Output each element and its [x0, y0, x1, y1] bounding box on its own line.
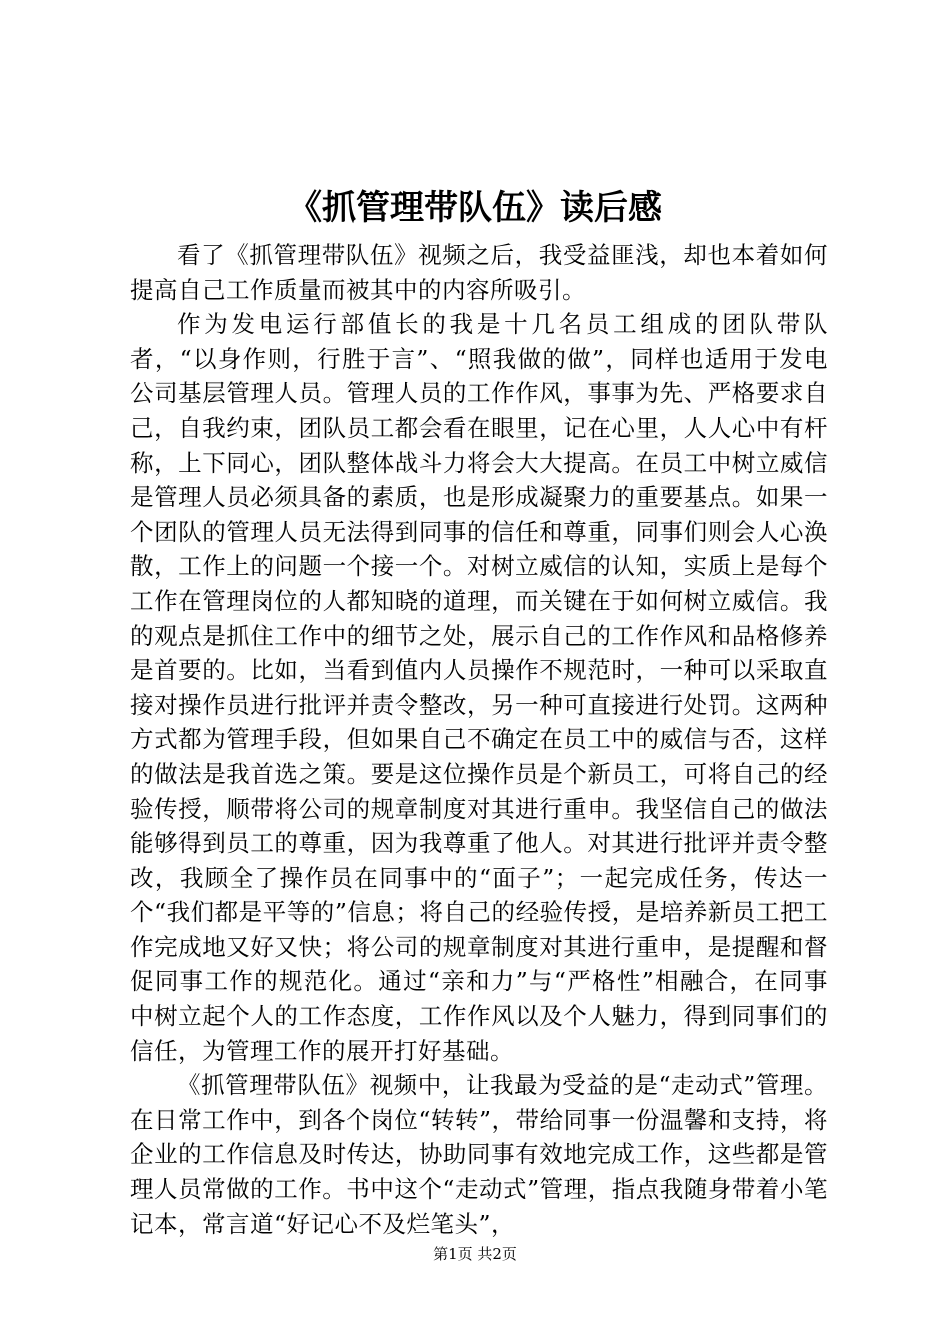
page-number-label: 第1页 共2页	[433, 1245, 517, 1263]
paragraph-2: 作为发电运行部值长的我是十几名员工组成的团队带队者，“以身作则，行胜于言”、“照我做的做”，同样也适用于发电公司基层管理人员。管理人员的工作作风，事事为先、严格要求自己，自我约束，团队员工都会看在眼里，记在心里，人人心中有杆称，上下同心，团队整体战斗力将会大大提高。在员工中树立威信是管理人员必须具备的素质，也是形成凝聚力的重要基点。如果一个团队的管理人员无法得到同事的信任和尊重，同事们则会人心涣散，工作上的问题一个接一个。对树立威信的认知，实质上是每个工作在管理岗位的人都知晓的道理，而关键在于如何树立威信。我的观点是抓住工作中的细节之处，展示自己的工作作风和品格修养是首要的。比如，当看到值内人员操作不规范时，一种可以采取直接对操作员进行批评并责令整改，另一种可直接进行处罚。这两种方式都为管理手段，但如果自己不确定在员工中的威信与否，这样的做法是我首选之策。要是这位操作员是个新员工，可将自己的经验传授，顺带将公司的规章制度对其进行重申。我坚信自己的做法能够得到员工的尊重，因为我尊重了他人。对其进行批评并责令整改，我顾全了操作员在同事中的“面子”；一起完成任务，传达一个“我们都是平等的”信息；将自己的经验传授，是培养新员工把工作完成地又好又快；将公司的规章制度对其进行重申，是提醒和督促同事工作的规范化。通过“亲和力”与“严格性”相融合，在同事中树立起个人的工作态度，工作作风以及个人魅力，得到同事们的信任，为管理工作的展开打好基础。	[130, 310, 828, 1065]
document-title: 《抓管理带队伍》读后感	[288, 188, 662, 228]
paragraph-1: 看了《抓管理带队伍》视频之后，我受益匪浅，却也本着如何提高自己工作质量而被其中的内容所吸引。	[130, 241, 828, 304]
paragraph-3: 《抓管理带队伍》视频中，让我最为受益的是“走动式”管理。在日常工作中，到各个岗位“转转”，带给同事一份温馨和支持，将企业的工作信息及时传达，协助同事有效地完成工作，这些都是管理人员常做的工作。书中这个“走动式”管理，指点我随身带着小笔记本，常言道“好记心不及烂笔头”，	[130, 1071, 828, 1238]
page-footer	[0, 1243, 950, 1264]
document-body	[130, 238, 828, 1241]
